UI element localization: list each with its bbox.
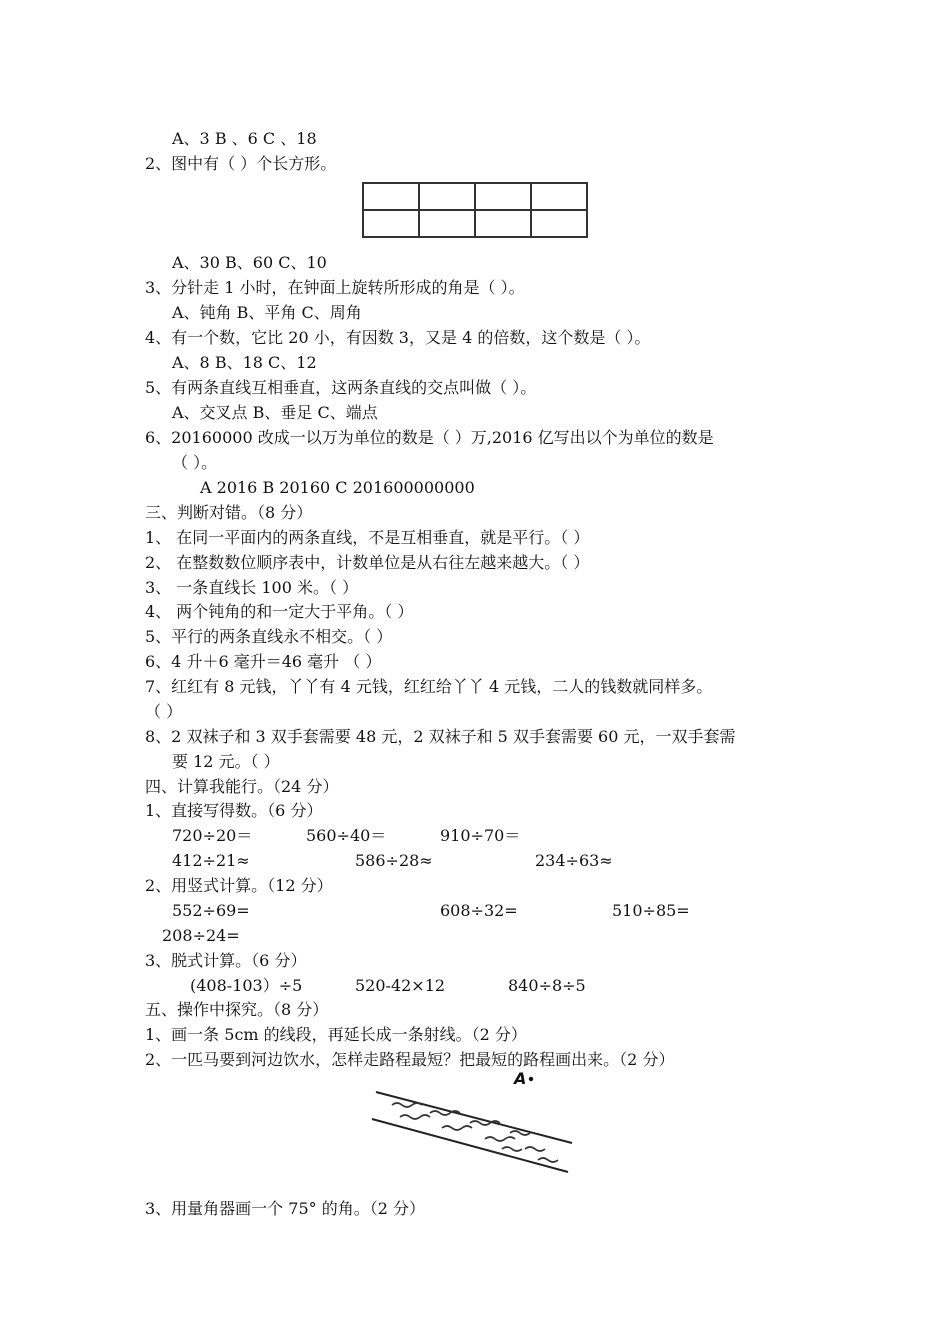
section-calc-title: 四、计算我能行。（24 分）: [145, 777, 339, 796]
calc-sub-2: 2、用竖式计算。（12 分）: [145, 876, 333, 895]
river-figure: [370, 1085, 580, 1185]
ops-question-1: 1、画一条 5cm 的线段，再延长成一条射线。（2 分）: [145, 1025, 527, 1044]
calc-item: 608÷32=: [440, 901, 518, 920]
q1-options: A、3 B 、6 C 、18: [172, 129, 317, 148]
rectangle-grid-figure: [360, 180, 590, 240]
ops-question-2: 2、一匹马要到河边饮水，怎样走路程最短？把最短的路程画出来。（2 分）: [145, 1050, 675, 1069]
judge-item-4: 4、 两个钝角的和一定大于平角。（ ）: [145, 602, 414, 621]
q2-options: A、30 B、60 C、10: [172, 253, 327, 272]
point-a-label: A: [514, 1069, 527, 1088]
q5-options: A、交叉点 B、垂足 C、端点: [172, 403, 378, 422]
calc-item: 412÷21≈: [172, 851, 250, 870]
question-2: 2、图中有（ ）个长方形。: [145, 154, 337, 173]
question-4: 4、有一个数，它比 20 小，有因数 3，又是 4 的倍数，这个数是（ ）。: [145, 328, 651, 347]
question-5: 5、有两条直线互相垂直，这两条直线的交点叫做（ ）。: [145, 378, 537, 397]
question-6-continued: （ ）。: [172, 453, 218, 472]
calc-item: 560÷40＝: [306, 826, 387, 845]
calc-item: 520-42×12: [355, 976, 446, 995]
section-ops-title: 五、操作中探究。（8 分）: [145, 1000, 329, 1019]
judge-item-8: 8、2 双袜子和 3 双手套需要 48 元，2 双袜子和 5 双手套需要 60 元，一双手套需: [145, 727, 736, 746]
calc-item: 510÷85=: [612, 901, 690, 920]
judge-item-6: 6、4 升＋6 毫升＝46 毫升 （ ）: [145, 652, 382, 671]
q4-options: A、8 B、18 C、12: [172, 353, 317, 372]
section-judge-title: 三、判断对错。（8 分）: [145, 503, 313, 522]
judge-item-2: 2、 在整数数位顺序表中，计数单位是从右往左越来越大。（ ）: [145, 553, 590, 572]
judge-item-7: 7、红红有 8 元钱，丫丫有 4 元钱，红红给丫丫 4 元钱，二人的钱数就同样多。: [145, 677, 713, 696]
point-a-dot: [527, 1075, 535, 1083]
judge-item-1: 1、 在同一平面内的两条直线，不是互相垂直，就是平行。（ ）: [145, 528, 590, 547]
judge-item-7-continued: （ ）: [145, 702, 183, 721]
calc-item: 552÷69=: [172, 901, 250, 920]
judge-item-3: 3、 一条直线长 100 米。（ ）: [145, 578, 359, 597]
ops-question-3: 3、用量角器画一个 75° 的角。（2 分）: [145, 1199, 425, 1218]
question-3: 3、分针走 1 小时，在钟面上旋转所形成的角是（ ）。: [145, 278, 525, 297]
judge-item-8-continued: 要 12 元。（ ）: [172, 752, 280, 771]
calc-item: 840÷8÷5: [508, 976, 586, 995]
q6-options: A 2016 B 20160 C 201600000000: [200, 478, 475, 497]
calc-item: 586÷28≈: [355, 851, 433, 870]
q3-options: A、钝角 B、平角 C、周角: [172, 303, 362, 322]
calc-item: (408-103）÷5: [190, 976, 303, 995]
judge-item-5: 5、平行的两条直线永不相交。（ ）: [145, 627, 393, 646]
calc-sub-1: 1、直接写得数。（6 分）: [145, 801, 323, 820]
calc-item: 208÷24=: [162, 926, 240, 945]
calc-sub-3: 3、脱式计算。（6 分）: [145, 951, 307, 970]
question-6: 6、20160000 改成一以万为单位的数是（ ）万,2016 亿写出以个为单位的数是: [145, 428, 714, 447]
calc-item: 234÷63≈: [535, 851, 613, 870]
calc-item: 910÷70＝: [440, 826, 521, 845]
calc-item: 720÷20＝: [172, 826, 253, 845]
